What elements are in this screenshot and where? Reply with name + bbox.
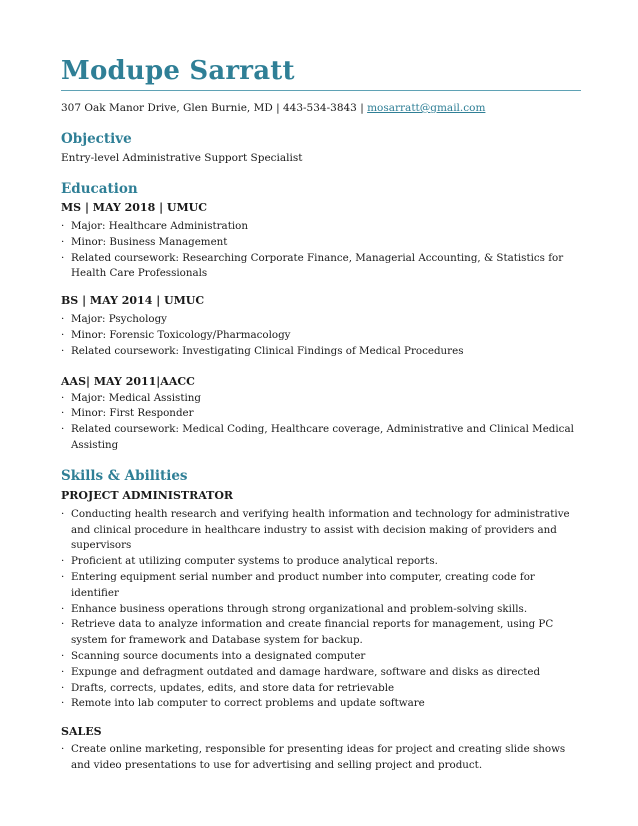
list-item — [61, 681, 581, 697]
bullet-icon: · — [61, 602, 65, 615]
bullet-icon: · — [61, 251, 65, 264]
list-item — [61, 742, 581, 774]
degree-aas — [61, 374, 581, 454]
degree-heading: MS | MAY 2018 | UMUC — [61, 201, 208, 214]
list-item — [61, 507, 581, 554]
bullet-icon: · — [61, 649, 65, 662]
contact-text: 307 Oak Manor Drive, Glen Burnie, MD | 443-534-3843 | — [61, 102, 368, 114]
bullet-icon: · — [61, 618, 65, 631]
objective-title: Objective — [61, 131, 132, 147]
list-item-text: Create online marketing, responsible for presenting ideas for project and creating slide shows and video presentations to use for advertising and selling project and product. — [71, 743, 566, 771]
skill-group-project-admin — [61, 488, 581, 712]
skill-group-heading: PROJECT ADMINISTRATOR — [61, 488, 234, 502]
list-item — [61, 344, 581, 360]
list-item-text: Expunge and defragment outdated and damage hardware, software and disks as directed — [71, 665, 541, 678]
skill-group-sales — [61, 724, 581, 774]
list-item — [61, 570, 581, 602]
list-item-text: Conducting health research and verifying health information and technology for administrative and clinical procedure in healthcare industry to assist with decision making of providers and supervisors — [71, 507, 570, 552]
skills-title: Skills & Abilities — [61, 467, 188, 484]
list-item-text: Minor: Business Management — [71, 235, 228, 248]
list-item-text: Enhance business operations through strong organizational and problem-solving skills. — [71, 602, 528, 615]
degree-list — [61, 219, 581, 282]
list-item-text: Scanning source documents into a designated computer — [71, 649, 366, 662]
bullet-icon: · — [61, 665, 65, 678]
list-item-text: Entering equipment serial number and product number into computer, creating code for identifier — [71, 570, 535, 599]
degree-heading: BS | MAY 2014 | UMUC — [61, 294, 205, 308]
list-item-text: Retrieve data to analyze information and create financial reports for management, using PC system for framework and Database system for backup. — [71, 618, 554, 647]
list-item-text: Drafts, corrects, updates, edits, and store data for retrievable — [71, 681, 395, 694]
list-item — [61, 649, 581, 665]
list-item-text: Minor: Forensic Toxicology/Pharmacology — [71, 328, 291, 341]
bullet-icon: · — [61, 328, 65, 341]
bullet-icon: · — [61, 344, 65, 357]
email-link[interactable]: mosarratt@gmail.com — [367, 102, 486, 114]
bullet-icon: · — [61, 743, 65, 756]
degree-bs — [61, 293, 581, 359]
bullet-icon: · — [61, 391, 65, 404]
skill-list — [61, 742, 581, 774]
list-item — [61, 328, 581, 344]
candidate-name: Modupe Sarratt — [61, 56, 295, 86]
degree-list — [61, 312, 581, 359]
list-item — [61, 696, 581, 712]
list-item-text: Proficient at utilizing computer systems to produce analytical reports. — [71, 555, 438, 568]
list-item-text: Related coursework: Investigating Clinical Findings of Medical Procedures — [71, 344, 464, 357]
skill-list — [61, 507, 581, 712]
bullet-icon: · — [61, 555, 65, 568]
list-item-text: Major: Healthcare Administration — [71, 220, 248, 232]
list-item-text: Minor: First Responder — [71, 407, 194, 420]
list-item — [61, 235, 581, 251]
list-item — [61, 406, 581, 422]
list-item — [61, 219, 581, 235]
degree-ms — [61, 200, 581, 282]
education-title: Education — [61, 181, 138, 197]
list-item — [61, 251, 581, 283]
list-item-text: Major: Psychology — [71, 313, 167, 326]
list-item — [61, 312, 581, 328]
bullet-icon: · — [61, 313, 65, 326]
skill-group-heading: SALES — [61, 725, 102, 739]
list-item-text: Related coursework: Medical Coding, Healthcare coverage, Administrative and Clinical Medical Assisting — [71, 423, 574, 451]
list-item — [61, 602, 581, 618]
degree-list — [61, 391, 581, 454]
bullet-icon: · — [61, 507, 65, 520]
list-item — [61, 617, 581, 649]
bullet-icon: · — [61, 681, 65, 694]
objective-text: Entry-level Administrative Support Specialist — [61, 152, 303, 164]
bullet-icon: · — [61, 407, 65, 420]
list-item — [61, 422, 581, 454]
resume-content — [61, 54, 581, 774]
list-item — [61, 554, 581, 570]
list-item-text: Remote into lab computer to correct problems and update software — [71, 697, 425, 710]
list-item — [61, 665, 581, 681]
list-item — [61, 391, 581, 407]
bullet-icon: · — [61, 697, 65, 710]
bullet-icon: · — [61, 235, 65, 248]
bullet-icon: · — [61, 570, 65, 583]
bullet-icon: · — [61, 423, 65, 436]
bullet-icon: · — [61, 220, 65, 232]
list-item-text: Related coursework: Researching Corporate Finance, Managerial Accounting, & Statistics for Health Care Professionals — [71, 251, 564, 280]
header-divider — [61, 90, 581, 91]
list-item-text: Major: Medical Assisting — [71, 391, 201, 404]
degree-heading: AAS| MAY 2011|AACC — [61, 374, 195, 388]
contact-line — [61, 101, 581, 115]
